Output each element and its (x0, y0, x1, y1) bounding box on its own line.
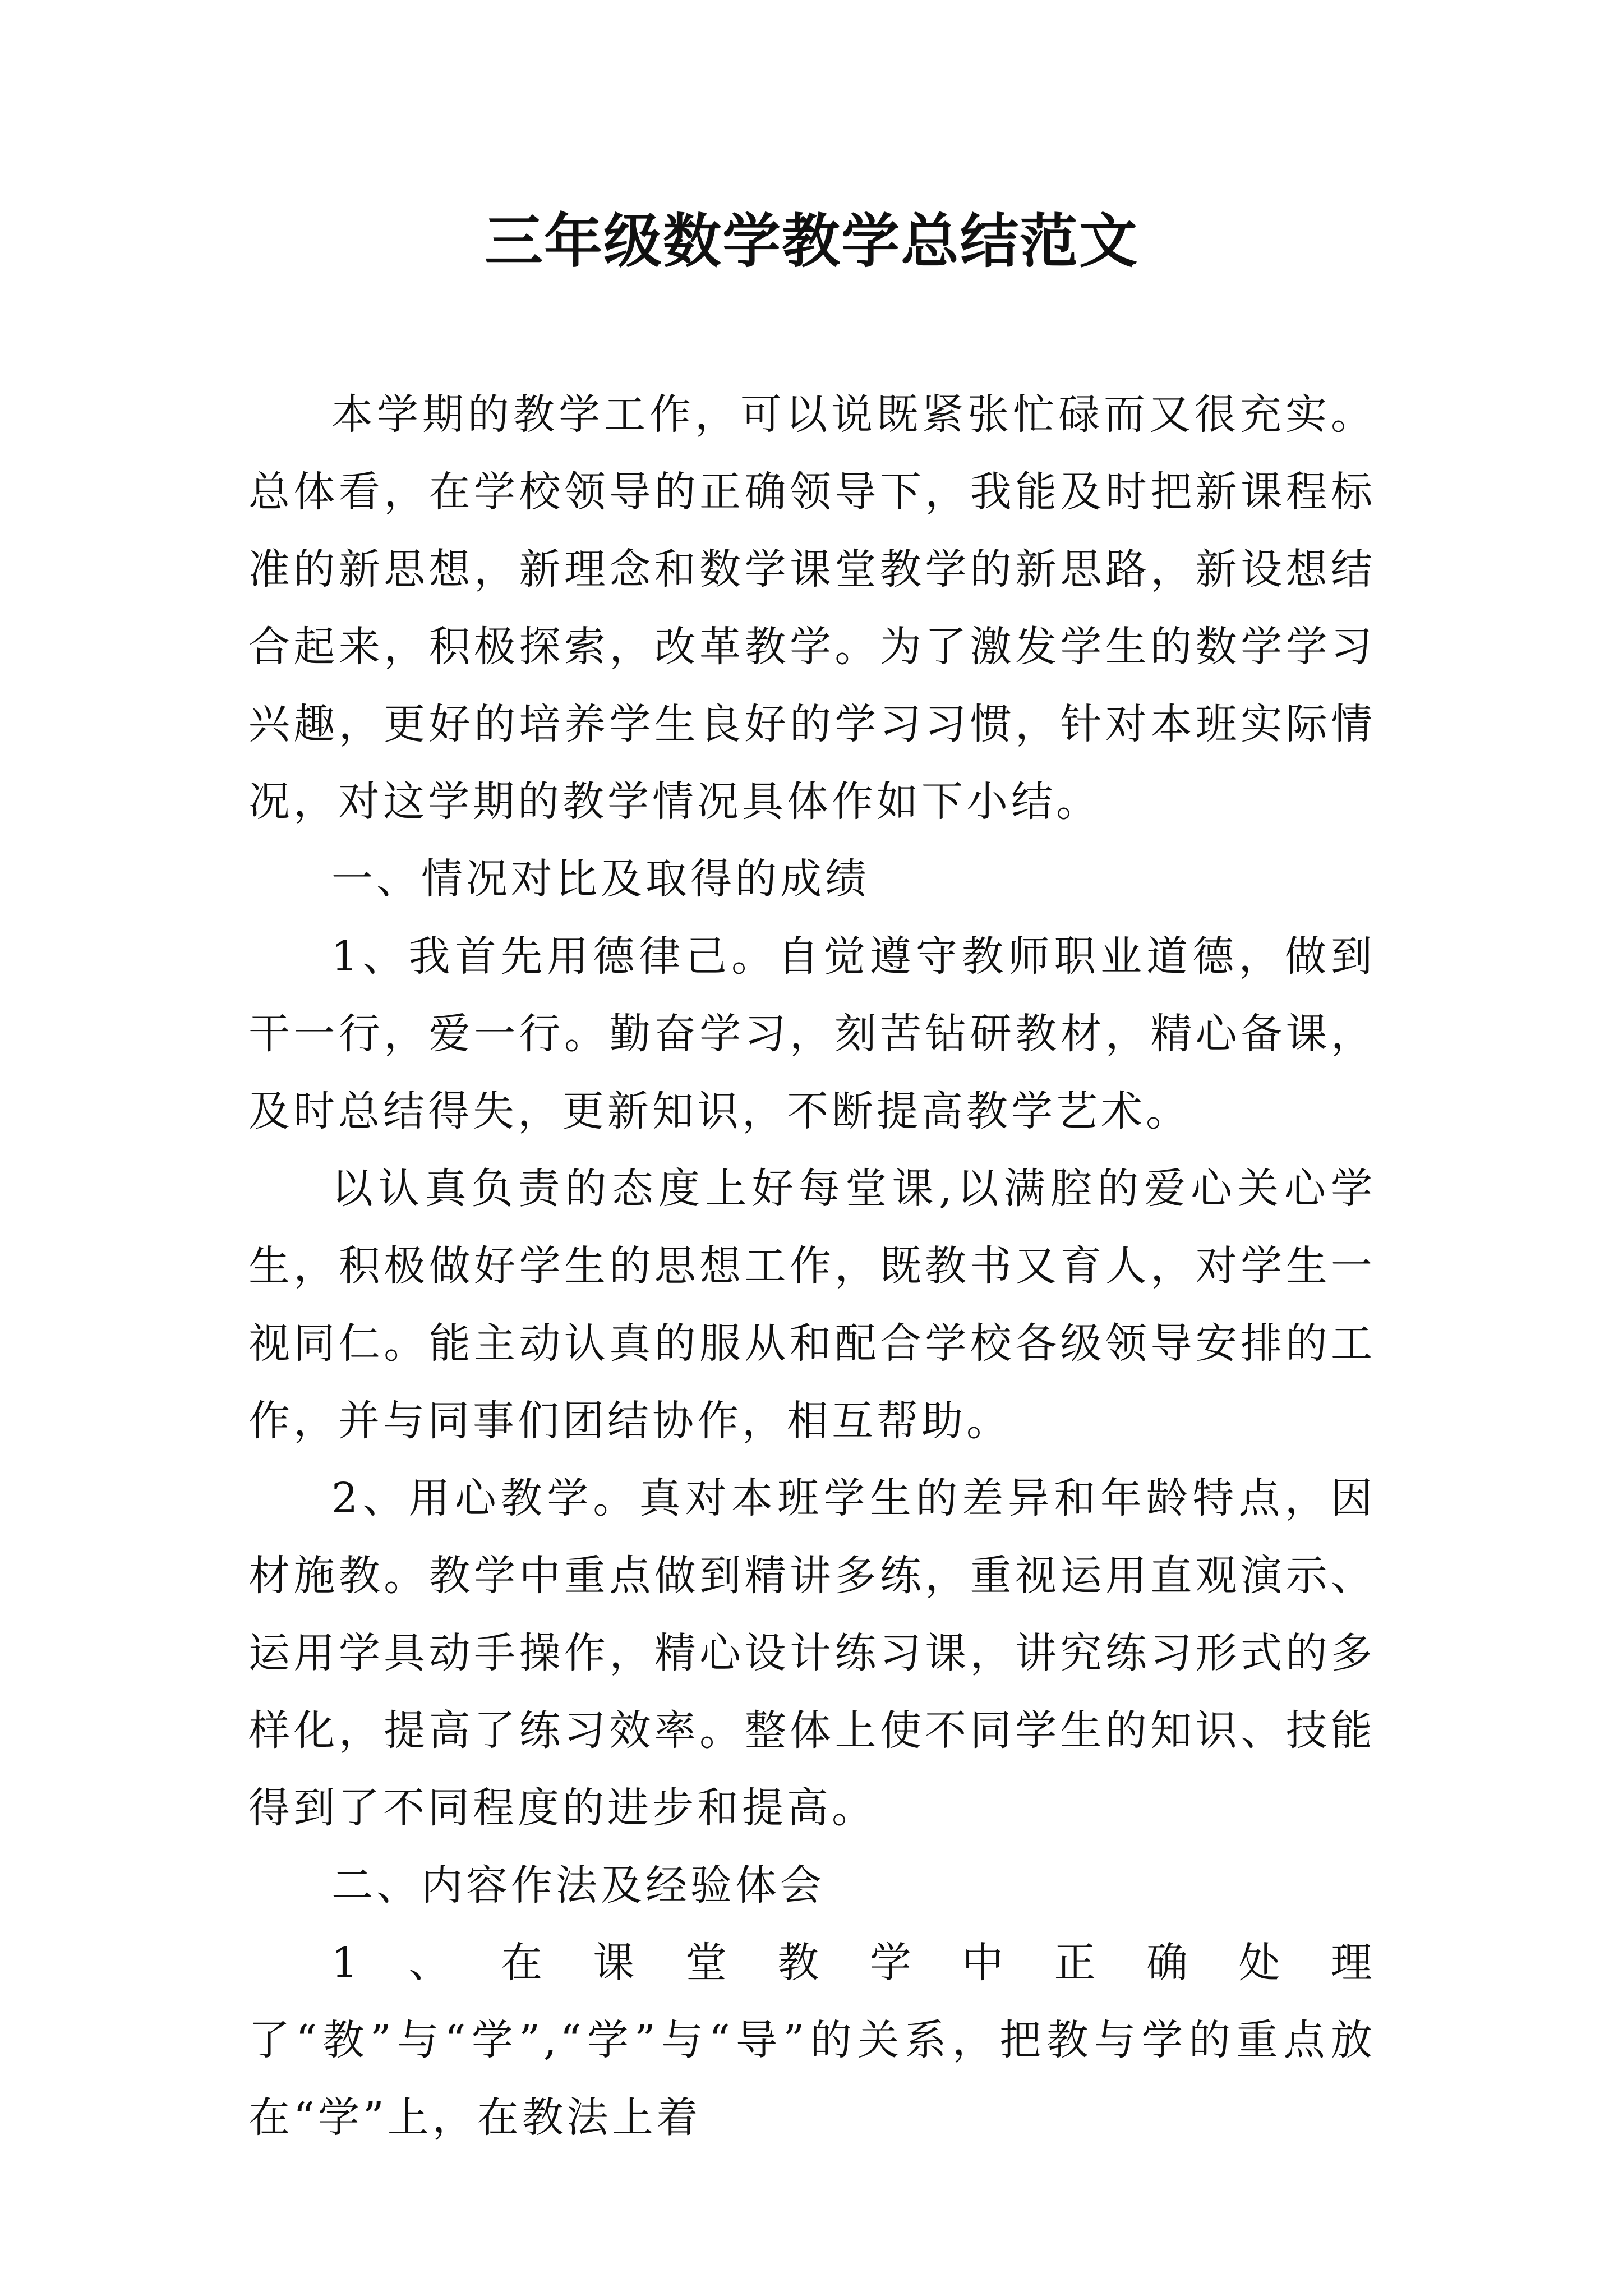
paragraph-2-1: 1、在课堂教学中正确处理了“教”与“学”,“学”与“导”的关系，把教与学的重点放在“学”上，在教法上着 (248, 1939, 1376, 2142)
paragraph-intro: 本学期的教学工作，可以说既紧张忙碌而又很充实。总体看，在学校领导的正确领导下，我能及时把新课程标准的新思想，新理念和数学课堂教学的新思路，新设想结合起来，积极探索，改革教学。为了激发学生的数学学习兴趣，更好的培养学生良好的学习习惯，针对本班实际情况，对这学期的教学情况具体作如下小结。 (248, 390, 1376, 826)
document-body (248, 376, 1376, 2156)
paragraph-1-2: 2、用心教学。真对本班学生的差异和年龄特点，因材施教。教学中重点做到精讲多练，重视运用直观演示、运用学具动手操作，精心设计练习课，讲究练习形式的多样化，提高了练习效率。整体上使不同学生的知识、技能得到了不同程度的进步和提高。 (248, 1474, 1376, 1832)
paragraph-1-1: 1、我首先用德律己。自觉遵守教师职业道德，做到干一行，爱一行。勤奋学习，刻苦钻研教材，精心备课，及时总结得失，更新知识，不断提高教学艺术。 (248, 932, 1376, 1135)
section-heading-1: 一、情况对比及取得的成绩 (331, 855, 870, 903)
paragraph-1-1-cont: 以认真负责的态度上好每堂课,以满腔的爱心关心学生，积极做好学生的思想工作，既教书又育人，对学生一视同仁。能主动认真的服从和配合学校各级领导安排的工作，并与同事们团结协作，相互帮助。 (248, 1165, 1376, 1445)
document-title: 三年级数学教学总结范文 (484, 206, 1138, 275)
section-heading-2: 二、内容作法及经验体会 (331, 1861, 825, 1910)
